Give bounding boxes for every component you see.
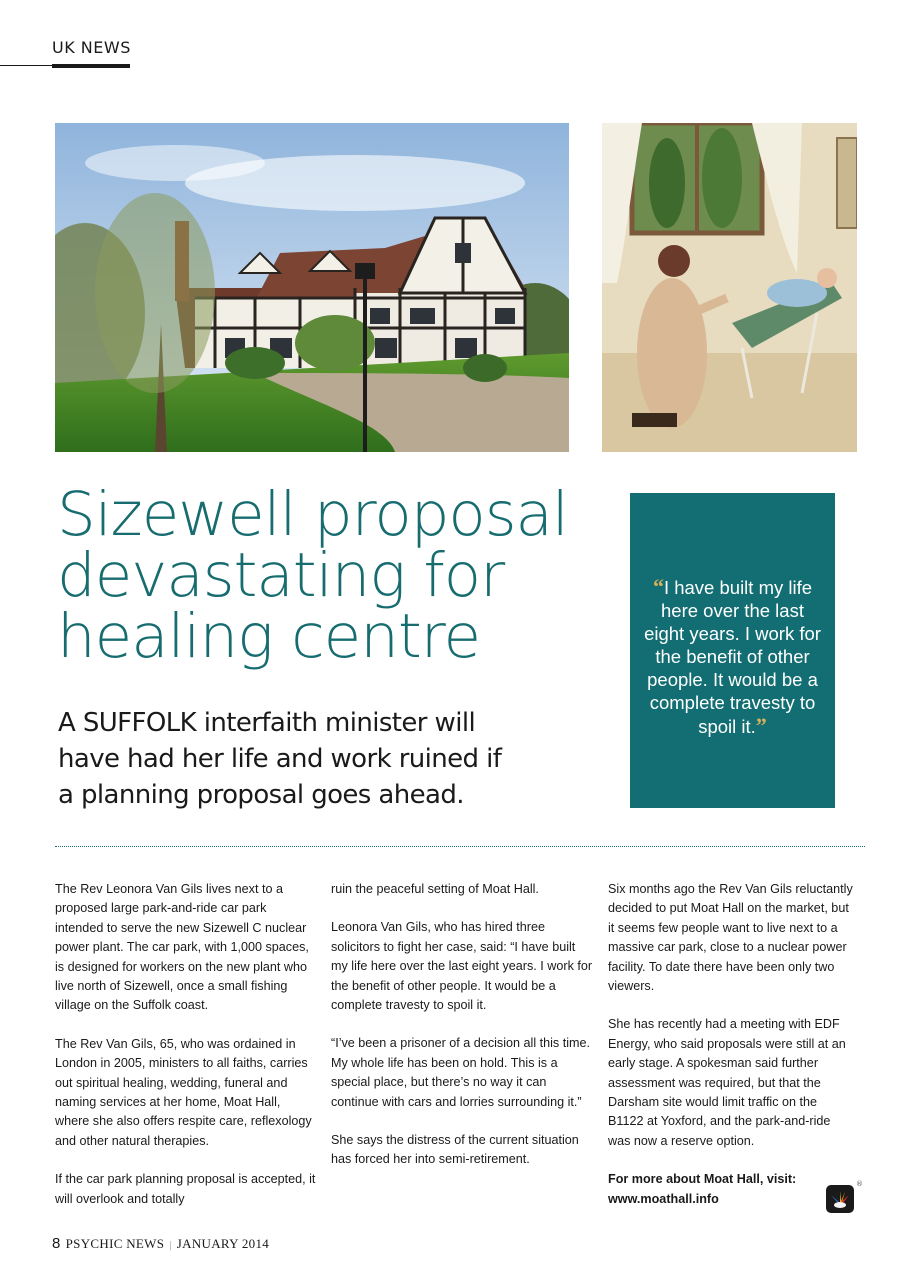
house-photo: [55, 123, 569, 452]
more-info: [608, 1170, 853, 1209]
pullquote-text: I have built my life here over the last eight years. I work for the benefit of other people. It would be a complete travesty to spoil it.: [644, 577, 821, 737]
pullquote: [640, 575, 825, 738]
section-label: UK NEWS: [52, 38, 131, 57]
paragraph: The Rev Van Gils, 65, who was ordained in London in 2005, ministers to all faiths, carries out spiritual healing, wedding, funeral and naming services at her home, Moat Hall, where she also offers respite care, reflexology and other natural therapies.: [55, 1036, 312, 1148]
website-link[interactable]: www.moathall.info: [608, 1191, 719, 1206]
dotted-divider: [55, 846, 865, 847]
quote-open-mark: “: [652, 574, 664, 599]
publication-name: PSYCHIC NEWS: [65, 1236, 165, 1251]
headline-line-3: healing centre: [57, 601, 481, 672]
issue-date: JANUARY 2014: [176, 1236, 270, 1251]
page-number: 8: [52, 1235, 61, 1252]
section-rule-thin: [0, 65, 52, 66]
healing-photo: [602, 123, 857, 452]
paragraph: The Rev Leonora Van Gils lives next to a proposed large park-and-ride car park intended to serve the new Sizewell C nuclear power plant. The car park, with 1,000 spaces, is designed for workers on the new plant who live north of Sizewell, once a small fishing village on the Suffolk coast.: [55, 882, 309, 1013]
headline-line-2: devastating for: [57, 540, 505, 611]
paragraph: She has recently had a meeting with EDF Energy, who said proposals were still at an early stage. A spokesman said further assessment was required, but that the Darsham site would limit traffic on the B1122 at Yoxford, and the park-and-ride was now a reserve option.: [608, 1017, 846, 1148]
paragraph: Leonora Van Gils, who has hired three solicitors to fight her case, said: “I have built my life here over the last eight years. I work for the benefit of other people. It would be a complete travesty to spoil it.: [331, 920, 593, 1013]
body-column-1: [55, 880, 317, 1228]
psychic-news-logo-icon: [826, 1185, 854, 1213]
quote-close-mark: ”: [755, 713, 767, 738]
more-info-label: For more about Moat Hall, visit:: [608, 1172, 797, 1187]
standfirst: A SUFFOLK interfaith minister will have had her life and work ruined if a planning proposal goes ahead.: [58, 708, 502, 810]
registered-mark: ®: [856, 1180, 863, 1188]
paragraph: “I’ve been a prisoner of a decision all this time. My whole life has been on hold. This is a special place, but there’s no way it can continue with cars and lorries surrounding it.”: [331, 1036, 591, 1109]
headline-line-1: Sizewell proposal: [57, 479, 568, 550]
footer-separator: |: [169, 1239, 172, 1251]
pullquote-box: [630, 493, 835, 808]
page-footer: [52, 1235, 269, 1252]
headline: [57, 479, 597, 672]
paragraph: ruin the peaceful setting of Moat Hall.: [331, 882, 539, 896]
paragraph: Six months ago the Rev Van Gils reluctantly decided to put Moat Hall on the market, but it seems few people want to live next to a massive car park, close to a nuclear power facility. To date there have been only two viewers.: [608, 882, 853, 994]
paragraph: If the car park planning proposal is accepted, it will overlook and totally: [55, 1172, 316, 1206]
paragraph: She says the distress of the current situation has forced her into semi-retirement.: [331, 1133, 579, 1167]
body-column-3: [608, 880, 853, 1209]
body-column-2: [331, 880, 593, 1189]
section-rule-thick: [52, 64, 130, 68]
